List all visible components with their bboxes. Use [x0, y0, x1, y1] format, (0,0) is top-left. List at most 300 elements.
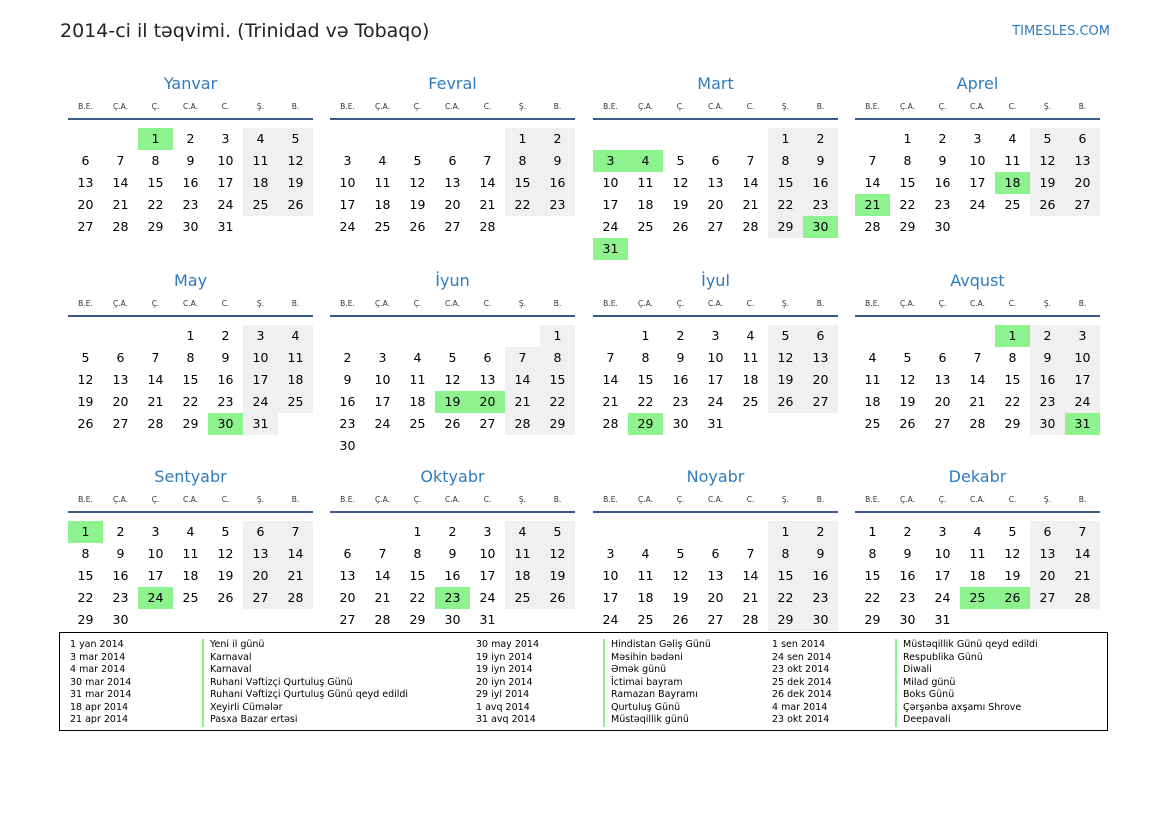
weekday-label: C.	[221, 102, 230, 111]
weekday-label: Ç.	[413, 299, 422, 308]
weekday-label: Ç.	[413, 102, 422, 111]
day-cell: 17	[339, 197, 356, 212]
weekday-label: C.A.	[444, 102, 460, 111]
day-cell: 21	[855, 194, 890, 216]
day-cell: 12	[409, 175, 426, 190]
day-cell: 11	[864, 372, 881, 387]
day-cell: 20	[77, 197, 94, 212]
weekday-label: Ç.A.	[637, 495, 653, 504]
day-cell: 19	[768, 369, 803, 391]
day-cell: 20	[1030, 565, 1065, 587]
weekday-label: Ç.	[938, 299, 947, 308]
weekday-label: B.E.	[603, 102, 618, 111]
day-cell: 25	[278, 391, 313, 413]
day-cell: 24	[602, 219, 619, 234]
weekday-label: B.	[816, 299, 825, 308]
day-cell: 17	[707, 372, 724, 387]
weekday-header	[68, 102, 313, 120]
weekday-label: B.	[553, 495, 562, 504]
day-cell: 29	[147, 219, 164, 234]
weekday-label: Ç.A.	[899, 495, 915, 504]
day-cell: 2	[448, 524, 457, 539]
holiday-date: 19 iyn 2014	[476, 664, 533, 675]
day-cell: 8	[768, 150, 803, 172]
day-cell: 26	[409, 219, 426, 234]
weekday-label: B.E.	[603, 495, 618, 504]
page-title: 2014-ci il təqvimi. (Trinidad və Tobaqo)	[60, 20, 430, 42]
day-cell: 26	[278, 194, 313, 216]
day-cell: 3	[221, 131, 230, 146]
day-cell: 14	[374, 568, 391, 583]
holiday-date: 4 mar 2014	[70, 664, 126, 675]
day-cell: 21	[969, 394, 986, 409]
weekday-label: C.A.	[969, 495, 985, 504]
holiday-name: Hindistan Gəliş Günü	[603, 639, 711, 652]
day-cell: 17	[374, 394, 391, 409]
day-cell: 23	[435, 587, 470, 609]
day-cell: 3	[593, 150, 628, 172]
day-cell: 24	[217, 197, 234, 212]
day-cell: 27	[707, 612, 724, 627]
day-cell: 13	[707, 568, 724, 583]
day-cell: 11	[374, 175, 391, 190]
day-cell: 21	[602, 394, 619, 409]
day-cell: 9	[803, 150, 838, 172]
weekday-label: Ç.	[676, 299, 685, 308]
weekday-label: B.E.	[340, 102, 355, 111]
day-cell: 30	[339, 438, 356, 453]
day-cell: 30	[899, 612, 916, 627]
day-cell: 2	[221, 328, 230, 343]
month-6	[330, 271, 575, 471]
weekday-header	[68, 495, 313, 513]
weekday-label: Ç.A.	[374, 102, 390, 111]
day-cell: 17	[479, 568, 496, 583]
month-name: Yanvar	[163, 74, 218, 93]
weekday-header	[855, 299, 1100, 317]
day-cell: 23	[899, 590, 916, 605]
day-cell: 3	[243, 325, 278, 347]
day-cell: 7	[1065, 521, 1100, 543]
weekday-label: B.E.	[340, 495, 355, 504]
day-cell: 3	[938, 524, 947, 539]
day-cell: 6	[81, 153, 90, 168]
weekday-label: B.	[1078, 299, 1087, 308]
day-cell: 22	[768, 194, 803, 216]
day-cell: 5	[448, 350, 457, 365]
day-cell: 27	[1030, 587, 1065, 609]
day-cell: 18	[864, 394, 881, 409]
weekday-label: C.A.	[707, 299, 723, 308]
day-cell: 4	[973, 524, 982, 539]
weekday-label: B.	[1078, 102, 1087, 111]
day-cell: 15	[768, 172, 803, 194]
day-cell: 26	[672, 612, 689, 627]
day-cell: 8	[1008, 350, 1017, 365]
month-name: Aprel	[956, 74, 999, 93]
day-cell: 10	[374, 372, 391, 387]
day-cell: 25	[637, 612, 654, 627]
day-cell: 20	[243, 565, 278, 587]
day-cell: 14	[278, 543, 313, 565]
holiday-date: 21 apr 2014	[70, 714, 129, 725]
day-cell: 13	[112, 372, 129, 387]
day-cell: 26	[995, 587, 1030, 609]
day-cell: 14	[112, 175, 129, 190]
day-cell: 27	[1065, 194, 1100, 216]
weekday-label: C.	[746, 102, 755, 111]
day-cell: 30	[182, 219, 199, 234]
day-cell: 8	[641, 350, 650, 365]
month-name: Noyabr	[686, 467, 745, 486]
day-cell: 31	[243, 413, 278, 435]
weekday-label: C.	[483, 299, 492, 308]
day-cell: 29	[1004, 416, 1021, 431]
weekday-label: Ç.	[938, 102, 947, 111]
day-cell: 12	[1004, 546, 1021, 561]
day-cell: 28	[505, 413, 540, 435]
day-cell: 25	[505, 587, 540, 609]
holiday-date: 3 mar 2014	[70, 651, 126, 663]
day-cell: 31	[1065, 413, 1100, 435]
day-cell: 15	[182, 372, 199, 387]
day-cell: 17	[217, 175, 234, 190]
day-cell: 1	[903, 131, 912, 146]
day-cell: 16	[934, 175, 951, 190]
day-cell: 29	[628, 413, 663, 435]
day-cell: 23	[803, 587, 838, 609]
holiday-name: Çərşənbə axşamı Shrove	[895, 702, 1021, 715]
day-cell: 8	[903, 153, 912, 168]
day-cell: 9	[540, 150, 575, 172]
weekday-label: C.A.	[182, 102, 198, 111]
day-cell: 25	[864, 416, 881, 431]
day-cell: 12	[672, 175, 689, 190]
weekday-label: Ç.A.	[637, 102, 653, 111]
day-cell: 21	[742, 590, 759, 605]
month-name: Avqust	[950, 271, 1005, 290]
month-7	[593, 271, 838, 471]
day-cell: 17	[602, 197, 619, 212]
day-cell: 21	[742, 197, 759, 212]
day-cell: 16	[112, 568, 129, 583]
weekday-label: C.A.	[707, 495, 723, 504]
weekday-label: Ş.	[256, 299, 265, 308]
weekday-label: C.	[1008, 299, 1017, 308]
holiday-name: Qurtuluş Günü	[603, 702, 680, 715]
weekday-label: B.	[816, 102, 825, 111]
day-cell: 24	[602, 612, 619, 627]
day-cell: 7	[973, 350, 982, 365]
day-cell: 20	[707, 590, 724, 605]
day-cell: 7	[505, 347, 540, 369]
day-cell: 1	[68, 521, 103, 543]
month-name: Oktyabr	[420, 467, 485, 486]
day-cell: 15	[409, 568, 426, 583]
day-cell: 19	[77, 394, 94, 409]
holiday-name: Əmək günü	[603, 664, 666, 677]
weekday-label: C.	[483, 102, 492, 111]
day-cell: 9	[803, 543, 838, 565]
weekday-label: Ç.	[938, 495, 947, 504]
day-cell: 18	[995, 172, 1030, 194]
day-cell: 12	[77, 372, 94, 387]
day-cell: 10	[602, 568, 619, 583]
day-cell: 30	[934, 219, 951, 234]
day-cell: 23	[339, 416, 356, 431]
day-cell: 28	[742, 219, 759, 234]
day-cell: 10	[969, 153, 986, 168]
day-cell: 31	[217, 219, 234, 234]
day-cell: 20	[339, 590, 356, 605]
day-cell: 18	[243, 172, 278, 194]
weekday-label: B.	[1078, 495, 1087, 504]
day-cell: 6	[116, 350, 125, 365]
holiday-name: Respublika Günü	[895, 652, 983, 665]
holiday-name: Ruhani Vəftizçi Qurtuluş Günü qeyd edildi	[202, 689, 408, 702]
day-cell: 27	[243, 587, 278, 609]
day-cell: 6	[1030, 521, 1065, 543]
day-cell: 28	[278, 587, 313, 609]
day-cell: 16	[803, 565, 838, 587]
weekday-header	[593, 495, 838, 513]
day-cell: 31	[934, 612, 951, 627]
weekday-label: Ş.	[256, 495, 265, 504]
day-cell: 23	[217, 394, 234, 409]
holiday-name: Ramazan Bayramı	[603, 689, 698, 702]
day-cell: 4	[628, 150, 663, 172]
day-cell: 11	[637, 175, 654, 190]
day-cell: 1	[540, 325, 575, 347]
day-cell: 28	[479, 219, 496, 234]
day-cell: 22	[147, 197, 164, 212]
weekday-label: C.A.	[444, 299, 460, 308]
day-cell: 26	[768, 391, 803, 413]
day-cell: 23	[803, 194, 838, 216]
holiday-name: Milad günü	[895, 677, 955, 690]
day-cell: 27	[444, 219, 461, 234]
day-cell: 8	[81, 546, 90, 561]
site-link[interactable]: TIMESLES.COM	[1012, 24, 1110, 39]
holiday-date: 24 sen 2014	[772, 651, 832, 663]
holiday-date: 25 dek 2014	[772, 676, 832, 688]
day-cell: 22	[182, 394, 199, 409]
holiday-date: 31 mar 2014	[70, 689, 132, 700]
day-cell: 14	[864, 175, 881, 190]
weekday-label: Ç.A.	[374, 495, 390, 504]
holiday-date: 31 avq 2014	[476, 714, 536, 725]
weekday-header	[330, 102, 575, 120]
day-cell: 5	[1008, 524, 1017, 539]
day-cell: 11	[182, 546, 199, 561]
weekday-label: B.E.	[865, 102, 880, 111]
day-cell: 18	[637, 590, 654, 605]
day-cell: 7	[606, 350, 615, 365]
day-cell: 2	[540, 128, 575, 150]
day-cell: 24	[374, 416, 391, 431]
day-cell: 7	[746, 153, 755, 168]
day-cell: 25	[960, 587, 995, 609]
day-cell: 1	[868, 524, 877, 539]
month-name: İyun	[435, 271, 470, 290]
day-cell: 14	[742, 568, 759, 583]
day-cell: 1	[768, 128, 803, 150]
month-2	[330, 74, 575, 274]
day-cell: 16	[672, 372, 689, 387]
day-cell: 8	[868, 546, 877, 561]
day-cell: 1	[186, 328, 195, 343]
holiday-name: Karnaval	[202, 652, 252, 665]
day-cell: 8	[505, 150, 540, 172]
day-cell: 9	[221, 350, 230, 365]
day-cell: 1	[768, 521, 803, 543]
day-cell: 4	[746, 328, 755, 343]
day-cell: 6	[243, 521, 278, 543]
weekday-label: C.A.	[444, 495, 460, 504]
day-cell: 19	[672, 197, 689, 212]
day-cell: 14	[969, 372, 986, 387]
day-cell: 18	[637, 197, 654, 212]
day-cell: 6	[343, 546, 352, 561]
weekday-label: Ç.A.	[112, 299, 128, 308]
day-cell: 8	[413, 546, 422, 561]
day-cell: 19	[899, 394, 916, 409]
day-cell: 6	[711, 546, 720, 561]
day-cell: 28	[742, 612, 759, 627]
day-cell: 9	[186, 153, 195, 168]
day-cell: 13	[1030, 543, 1065, 565]
day-cell: 1	[413, 524, 422, 539]
day-cell: 5	[221, 524, 230, 539]
day-cell: 29	[899, 219, 916, 234]
day-cell: 20	[470, 391, 505, 413]
weekday-header	[593, 299, 838, 317]
day-cell: 14	[602, 372, 619, 387]
day-cell: 16	[899, 568, 916, 583]
day-cell: 15	[899, 175, 916, 190]
day-cell: 13	[803, 347, 838, 369]
day-cell: 18	[505, 565, 540, 587]
holiday-legend	[59, 632, 1108, 731]
day-cell: 1	[641, 328, 650, 343]
day-cell: 7	[868, 153, 877, 168]
day-cell: 23	[540, 194, 575, 216]
day-cell: 26	[217, 590, 234, 605]
day-cell: 18	[969, 568, 986, 583]
day-cell: 26	[1030, 194, 1065, 216]
day-cell: 20	[112, 394, 129, 409]
weekday-label: Ç.	[151, 299, 160, 308]
weekday-label: Ç.	[151, 495, 160, 504]
day-cell: 23	[934, 197, 951, 212]
day-cell: 2	[1030, 325, 1065, 347]
day-cell: 4	[505, 521, 540, 543]
day-cell: 16	[1030, 369, 1065, 391]
month-name: Mart	[697, 74, 734, 93]
holiday-name: Diwali	[895, 664, 932, 677]
day-cell: 21	[147, 394, 164, 409]
day-cell: 21	[479, 197, 496, 212]
day-cell: 11	[409, 372, 426, 387]
day-cell: 20	[803, 369, 838, 391]
day-cell: 5	[81, 350, 90, 365]
holiday-date: 20 iyn 2014	[476, 676, 533, 688]
day-cell: 10	[707, 350, 724, 365]
holiday-date: 23 okt 2014	[772, 714, 830, 725]
day-cell: 2	[676, 328, 685, 343]
holiday-date: 29 iyl 2014	[476, 689, 530, 700]
day-cell: 31	[479, 612, 496, 627]
holiday-date: 1 yan 2014	[70, 639, 124, 650]
day-cell: 7	[746, 546, 755, 561]
month-4	[855, 74, 1100, 274]
day-cell: 27	[479, 416, 496, 431]
day-cell: 5	[903, 350, 912, 365]
day-cell: 4	[378, 153, 387, 168]
day-cell: 16	[182, 175, 199, 190]
day-cell: 2	[938, 131, 947, 146]
day-cell: 5	[768, 325, 803, 347]
day-cell: 21	[505, 391, 540, 413]
day-cell: 19	[1004, 568, 1021, 583]
weekday-header	[855, 495, 1100, 513]
holiday-name: Xeyirli Cümələr	[202, 702, 283, 715]
day-cell: 6	[938, 350, 947, 365]
weekday-label: B.E.	[865, 495, 880, 504]
weekday-label: Ş.	[781, 102, 790, 111]
day-cell: 15	[1004, 372, 1021, 387]
day-cell: 29	[768, 216, 803, 238]
day-cell: 1	[138, 128, 173, 150]
day-cell: 6	[711, 153, 720, 168]
day-cell: 3	[151, 524, 160, 539]
day-cell: 23	[672, 394, 689, 409]
day-cell: 9	[1030, 347, 1065, 369]
day-cell: 24	[479, 590, 496, 605]
day-cell: 11	[969, 546, 986, 561]
holiday-date: 30 may 2014	[476, 639, 540, 650]
month-name: Fevral	[428, 74, 477, 93]
day-cell: 12	[899, 372, 916, 387]
day-cell: 13	[339, 568, 356, 583]
day-cell: 3	[378, 350, 387, 365]
holiday-name: Karnaval	[202, 664, 252, 677]
weekday-label: B.E.	[865, 299, 880, 308]
weekday-label: C.A.	[182, 495, 198, 504]
day-cell: 29	[77, 612, 94, 627]
day-cell: 24	[243, 391, 278, 413]
weekday-label: C.	[1008, 102, 1017, 111]
day-cell: 17	[934, 568, 951, 583]
holiday-name: Ruhani Vəftizçi Qurtuluş Günü	[202, 677, 353, 690]
weekday-label: Ş.	[518, 299, 527, 308]
day-cell: 22	[1004, 394, 1021, 409]
day-cell: 15	[77, 568, 94, 583]
day-cell: 9	[343, 372, 352, 387]
day-cell: 27	[77, 219, 94, 234]
day-cell: 24	[1065, 391, 1100, 413]
day-cell: 4	[243, 128, 278, 150]
day-cell: 14	[1065, 543, 1100, 565]
day-cell: 17	[243, 369, 278, 391]
day-cell: 21	[278, 565, 313, 587]
day-cell: 23	[182, 197, 199, 212]
day-cell: 14	[147, 372, 164, 387]
day-cell: 13	[444, 175, 461, 190]
day-cell: 22	[899, 197, 916, 212]
day-cell: 21	[374, 590, 391, 605]
day-cell: 20	[444, 197, 461, 212]
